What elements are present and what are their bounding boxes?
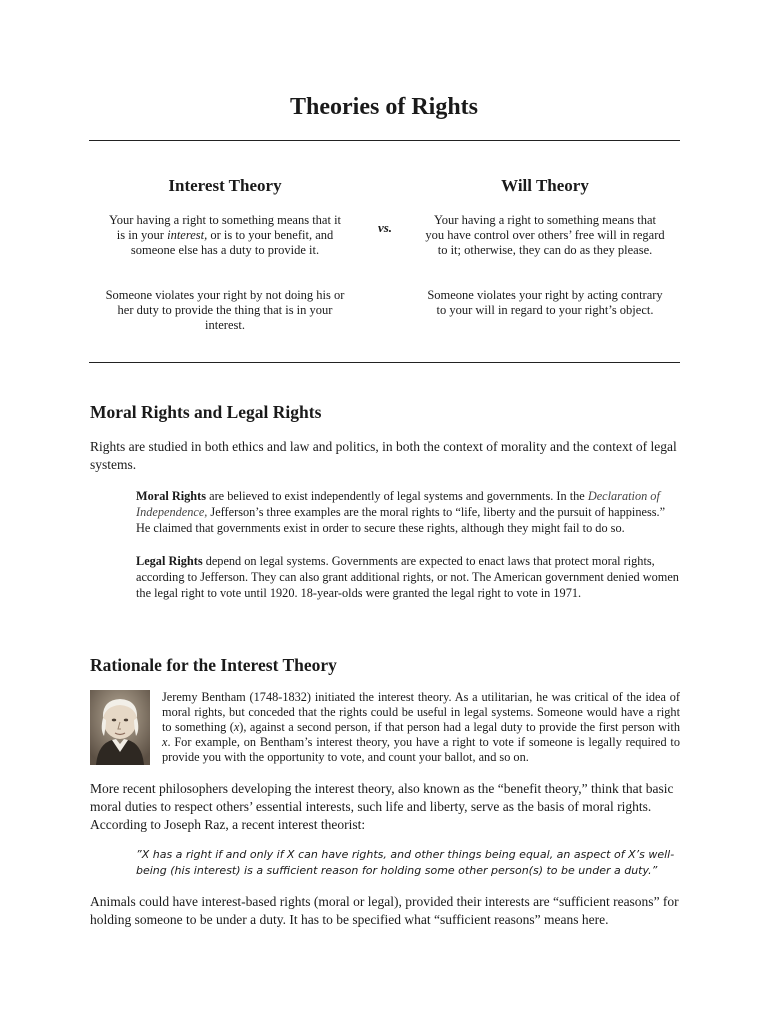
moral-rights-paragraph: Moral Rights are believed to exist independently of legal systems and governments. In the Declaration of Independence, Jefferson’s three examples are the moral rights to “life, liberty and the pursuit of happiness.” He claimed that governments exist in order to secure these rights, although they might fail to do so. (136, 489, 666, 535)
bentham-paragraph: Jeremy Bentham (1748-1832) initiated the interest theory. As a utilitarian, he was critical of the idea of moral rights, but conceded that the rights could be useful in legal systems. Someone would have a right to something (x), against a second person, if that person had a legal duty to provide the first person with x. For example, on Bentham’s interest theory, you have a right to vote if someone is legally required to provide you with the opportunity to vote, and count your ballot, and so on. (162, 690, 680, 764)
legal-rights-term: Legal Rights (136, 554, 203, 568)
legal-rights-paragraph: Legal Rights depend on legal systems. Governments are expected to enact laws that protect moral rights, according to Jefferson. They can also grant additional rights, or not. The American government denied women the legal right to vote until 1920. 18-year-olds were granted the legal right to vote in 1971. (136, 554, 679, 600)
will-theory-definition: Your having a right to something means that you have control over others’ free will in regard to it; otherwise, they can do as they please. (425, 213, 665, 257)
recent-philosophers-paragraph: More recent philosophers developing the interest theory, also known as the “benefit theory,” think that basic moral duties to respect others’ essential interests, such life and liberty, serve as the basis of moral rights. According to Joseph Raz, a recent interest theorist: (90, 781, 674, 832)
interest-theory-definition: Your having a right to something means that it is in your interest, or is to your benefit, and someone else has a duty to provide it. (108, 213, 342, 257)
page-title: Theories of Rights (290, 94, 478, 120)
interest-emphasis: interest, (167, 228, 208, 242)
moral-legal-intro: Rights are studied in both ethics and law and politics, in both the context of morality and the context of legal systems. (90, 439, 677, 472)
bottom-divider (89, 362, 680, 363)
raz-quote: ”X has a right if and only if X can have rights, and other things being equal, an aspect of X’s well-being (his interest) is a sufficient reason for holding some other person(s) to be under a duty.” (136, 848, 675, 877)
top-divider (89, 140, 680, 141)
moral-legal-heading: Moral Rights and Legal Rights (90, 402, 322, 422)
interest-theory-violation: Someone violates your right by not doing his or her duty to provide the thing that is in your interest. (105, 288, 345, 332)
declaration-citation: Declaration of Independence, (136, 489, 660, 519)
moral-rights-term: Moral Rights (136, 489, 207, 503)
interest-theory-heading: Interest Theory (168, 176, 282, 195)
will-theory-violation: Someone violates your right by acting contrary to your will in regard to your right’s object. (427, 288, 663, 317)
animals-paragraph: Animals could have interest-based rights (moral or legal), provided their interests are “sufficient reasons” for holding someone to be under a duty. It has to be specified what “sufficient reasons” means here. (90, 894, 679, 927)
rationale-heading: Rationale for the Interest Theory (90, 655, 337, 675)
will-theory-heading: Will Theory (501, 176, 589, 195)
versus-label: vs. (377, 220, 393, 235)
bentham-portrait (90, 690, 150, 765)
